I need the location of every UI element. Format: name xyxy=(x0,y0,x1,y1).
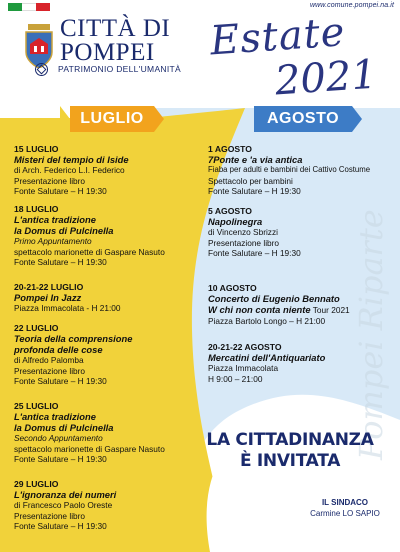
event-subtitle: Primo Appuntamento xyxy=(14,236,92,247)
year-title: 2021 xyxy=(273,51,379,105)
flag-white xyxy=(22,3,36,11)
event-date: 18 LUGLIO xyxy=(14,204,59,214)
event-title: L'ignoranza dei numeri xyxy=(14,489,117,501)
event-detail: di Alfredo Palomba xyxy=(14,355,84,366)
invitation-text xyxy=(205,430,375,472)
tab-agosto: AGOSTO xyxy=(254,106,352,132)
event-date: 15 LUGLIO xyxy=(14,144,59,154)
event-date: 29 LUGLIO xyxy=(14,479,59,489)
unesco-logo-icon xyxy=(34,63,49,76)
event-title: profonda delle cose xyxy=(14,344,103,356)
event-date: 20-21-22 AGOSTO xyxy=(208,342,282,352)
event-detail: Fonte Salutare – H 19:30 xyxy=(208,186,301,197)
city-name-line1: CITTÀ DI xyxy=(60,15,171,42)
event-detail: Piazza Immacolata - H 21:00 xyxy=(14,303,121,314)
event-detail: Presentazione libro xyxy=(14,175,86,186)
event-title: la Domus di Pulcinella xyxy=(14,225,114,237)
event-agosto-5 xyxy=(208,206,301,259)
event-title: L'antica tradizione xyxy=(14,214,96,226)
event-detail: Piazza Immacolata xyxy=(208,363,279,374)
event-agosto-1 xyxy=(208,144,370,197)
event-agosto-10 xyxy=(208,283,350,326)
event-title-row xyxy=(208,304,350,315)
event-detail: di Vincenzo Sbrizzi xyxy=(208,227,278,238)
event-luglio-18 xyxy=(14,204,165,268)
event-detail: Piazza Bartolo Longo – H 21:00 xyxy=(208,315,326,326)
event-title: Concerto di Eugenio Bennato xyxy=(208,293,340,305)
tab-agosto-arrow xyxy=(352,106,362,132)
patrimonio-label: PATRIMONIO DELL'UMANITÀ xyxy=(58,64,181,74)
event-luglio-15 xyxy=(14,144,129,197)
event-date: 22 LUGLIO xyxy=(14,323,59,333)
event-title: la Domus di Pulcinella xyxy=(14,422,114,434)
event-title: L'antica tradizione xyxy=(14,411,96,423)
event-detail: di Arch. Federico L.I. Federico xyxy=(14,165,125,176)
tab-luglio-notch xyxy=(60,106,70,132)
event-title: Teoria della comprensione xyxy=(14,333,133,345)
mayor-title: IL SINDACO xyxy=(321,498,369,507)
tab-luglio-arrow xyxy=(154,106,164,132)
event-date: 1 AGOSTO xyxy=(208,144,252,154)
website-url[interactable]: www.comune.pompei.na.it xyxy=(309,2,394,9)
pompei-riparte-watermark: Pompei Riparte xyxy=(352,209,390,460)
event-luglio-20-22 xyxy=(14,282,121,314)
estate-title: Estate xyxy=(208,9,347,65)
event-date: 25 LUGLIO xyxy=(14,401,59,411)
event-detail: H 9:00 – 21:00 xyxy=(208,373,263,384)
event-detail: Fonte Salutare – H 19:30 xyxy=(14,521,107,532)
event-detail: Fonte Salutare – H 19:30 xyxy=(208,248,301,259)
event-detail: spettacolo marionette di Gaspare Nasuto xyxy=(14,246,165,257)
tab-luglio: LUGLIO xyxy=(70,106,154,132)
event-title: W chi non conta niente xyxy=(208,304,311,316)
city-name xyxy=(60,16,170,65)
mayor-signature xyxy=(300,497,390,519)
event-title: Pompei In Jazz xyxy=(14,292,82,304)
event-detail: Spettacolo per bambini xyxy=(208,175,293,186)
event-detail: Presentazione libro xyxy=(208,237,280,248)
flag-green xyxy=(8,3,22,11)
event-luglio-22 xyxy=(14,323,132,387)
invitation-line1: LA CITTADINANZA xyxy=(206,430,374,450)
event-detail: Fonte Salutare – H 19:30 xyxy=(14,376,107,387)
event-detail: Fiaba per adulti e bambini dei Cattivo Costume xyxy=(208,165,371,175)
city-crest-icon xyxy=(22,24,56,68)
event-detail: spettacolo marionette di Gaspare Nasuto xyxy=(14,443,165,454)
event-detail: Fonte Salutare – H 19:30 xyxy=(14,454,107,465)
mayor-name: Carmine LO SAPIO xyxy=(310,509,380,518)
event-detail: Presentazione libro xyxy=(14,365,86,376)
event-luglio-29 xyxy=(14,479,116,532)
event-title: 7Ponte e 'a via antica xyxy=(208,154,303,166)
event-date: 5 AGOSTO xyxy=(208,206,252,216)
event-date: 10 AGOSTO xyxy=(208,283,257,293)
event-date: 20-21-22 LUGLIO xyxy=(14,282,84,292)
event-luglio-25 xyxy=(14,401,165,465)
city-name-line2: POMPEI xyxy=(60,39,155,66)
event-title: Mercatini dell'Antiquariato xyxy=(208,352,326,364)
invitation-line2: È INVITATA xyxy=(239,451,341,471)
event-title-suffix: Tour 2021 xyxy=(310,305,350,316)
event-title: Napolinegra xyxy=(208,216,263,228)
event-detail: di Francesco Paolo Oreste xyxy=(14,500,113,511)
italian-flag xyxy=(8,3,50,11)
event-detail: Fonte Salutare – H 19:30 xyxy=(14,257,107,268)
flag-red xyxy=(36,3,50,11)
event-agosto-20-22 xyxy=(208,342,325,384)
event-detail: Presentazione libro xyxy=(14,510,86,521)
event-subtitle: Secondo Appuntamento xyxy=(14,433,103,444)
event-title: Misteri del tempio di Iside xyxy=(14,154,129,166)
event-detail: Fonte Salutare – H 19:30 xyxy=(14,186,107,197)
